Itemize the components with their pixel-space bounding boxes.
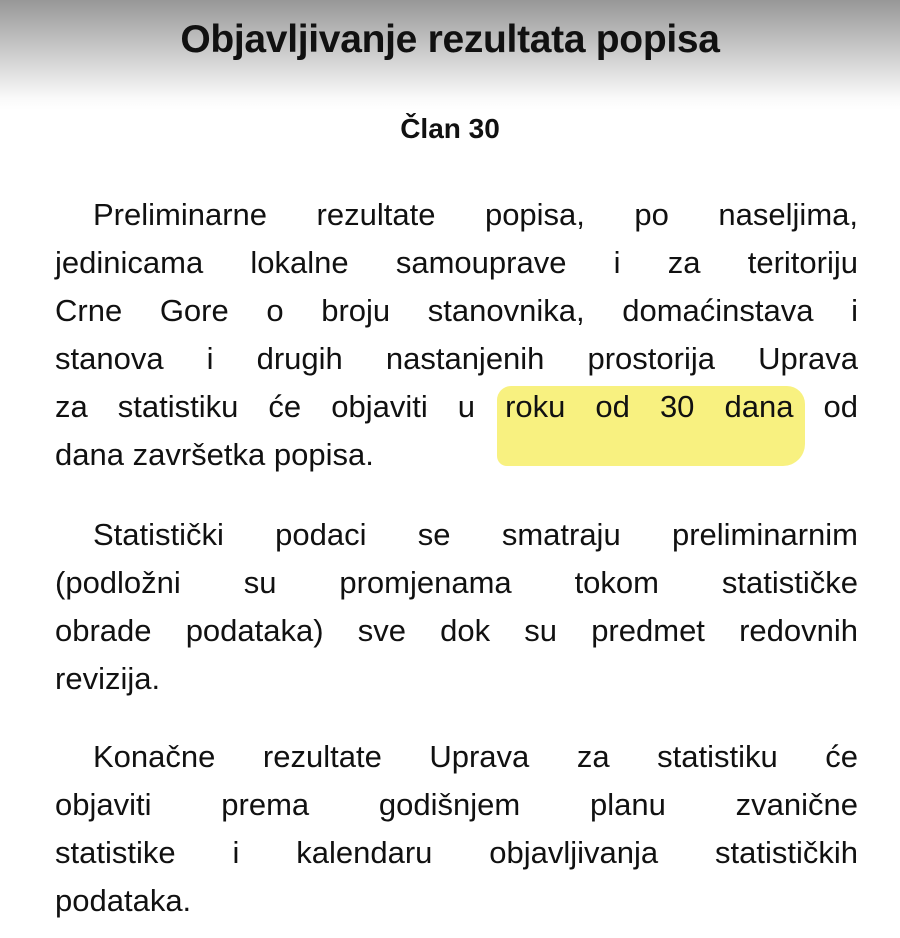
paragraph-3 (55, 733, 858, 925)
paragraph-1 (55, 191, 858, 479)
paragraph-2 (55, 511, 858, 703)
article-heading: Član 30 (400, 113, 500, 144)
text-line: Konačne rezultate Uprava za statistiku će (93, 739, 858, 774)
text-line: statistike i kalendaru objavljivanja statističkih (55, 835, 858, 870)
text-line: podataka. (55, 883, 192, 918)
text-line: jedinicama lokalne samouprave i za teritoriju (55, 245, 858, 280)
text-line: (podložni su promjenama tokom statističke (55, 565, 858, 600)
text-line: objaviti prema godišnjem planu zvanične (55, 787, 858, 822)
text-line: Preliminarne rezultate popisa, po naseljima, (93, 197, 858, 232)
text-line: revizija. (55, 661, 161, 696)
text-before-highlight: za statistiku će objaviti u (55, 389, 506, 424)
highlighted-text: roku od 30 dana (505, 389, 794, 424)
page-title: Objavljivanje rezultata popisa (180, 18, 720, 61)
text-line: Crne Gore o broju stanovnika, domaćinstava i (55, 293, 858, 328)
text-after-highlight: od (793, 389, 858, 424)
text-line: Statistički podaci se smatraju preliminarnim (93, 517, 858, 552)
text-line: stanova i drugih nastanjenih prostorija Uprava (55, 341, 858, 376)
text-line (55, 383, 858, 431)
text-line: dana završetka popisa. (55, 437, 374, 472)
text-line: obrade podataka) sve dok su predmet redovnih (55, 613, 858, 648)
